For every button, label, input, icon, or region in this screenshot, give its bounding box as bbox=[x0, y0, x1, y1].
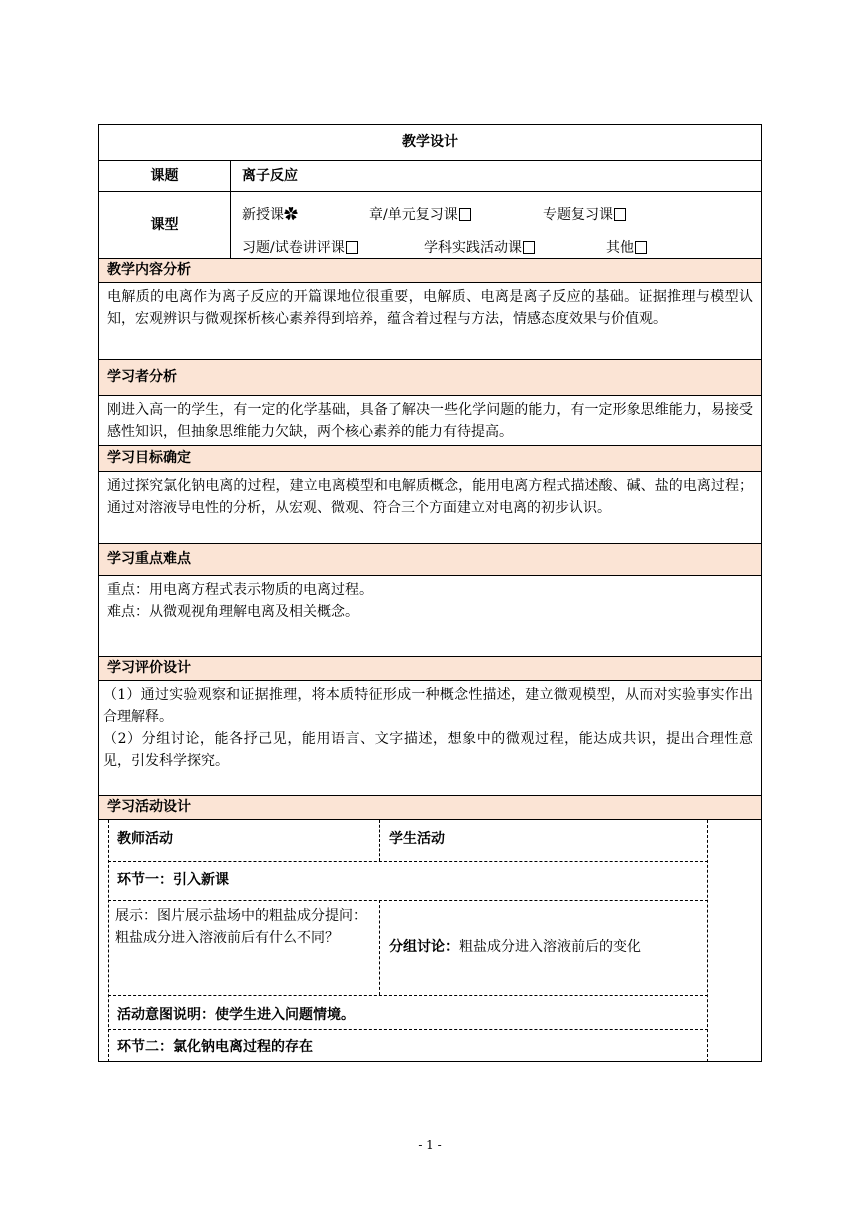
stage-two-heading: 环节二：氯化钠电离过程的存在 bbox=[117, 1039, 313, 1055]
section-heading-content-analysis: 教学内容分析 bbox=[99, 259, 761, 282]
type-label: 课型 bbox=[99, 192, 231, 258]
activity-table bbox=[108, 820, 708, 1062]
section-body-content-analysis: 电解质的电离作为离子反应的开篇课地位很重要，电解质、电离是离子反应的基础。证据推理与模型认知，宏观辨识与微观探析核心素养得到培养，蕴含着过程与方法，情感态度效果与价值观。 bbox=[107, 289, 753, 327]
table-title: 教学设计 bbox=[402, 134, 458, 150]
evaluation-item: （1）通过实验观察和证据推理，将本质特征形成一种概念性描述，建立微观模型，从而对实验事实作出合理解释。 bbox=[103, 687, 753, 725]
topic-value: 离子反应 bbox=[242, 168, 298, 184]
type-option-new[interactable]: 新授课✿ bbox=[242, 207, 298, 223]
stage-one-heading: 环节一：引入新课 bbox=[117, 872, 229, 888]
selected-mark-icon: ✿ bbox=[284, 207, 298, 223]
section-heading-objectives: 学习目标确定 bbox=[99, 446, 761, 471]
student-activity-header: 学生活动 bbox=[389, 831, 445, 847]
section-body-evaluation bbox=[99, 681, 761, 795]
section-body-objectives: 通过探究氯化钠电离的过程，建立电离模型和电解质概念，能用电离方程式描述酸、碱、盐的电离过程；通过对溶液导电性的分析，从宏观、微观、符合三个方面建立对电离的初步认识。 bbox=[107, 478, 753, 516]
page-number: - 1 - bbox=[418, 1138, 442, 1152]
section-heading-activities: 学习活动设计 bbox=[99, 796, 761, 819]
student-activity-text: 分组讨论：粗盐成分进入溶液前后的变化 bbox=[389, 939, 641, 955]
activity-intent: 活动意图说明：使学生进入问题情境。 bbox=[117, 1007, 355, 1023]
topic-label: 课题 bbox=[99, 161, 231, 191]
checkbox-icon bbox=[614, 208, 626, 221]
type-option-exercise[interactable]: 习题/试卷讲评课 bbox=[242, 237, 358, 257]
evaluation-item: （2）分组讨论，能各抒己见，能用语言、文字描述，想象中的微观过程，能达成共识，提出合理性意见，引发科学探究。 bbox=[103, 731, 753, 769]
type-row bbox=[99, 192, 761, 258]
type-option-other[interactable]: 其他 bbox=[606, 237, 647, 257]
difficulty-line: 难点：从微观视角理解电离及相关概念。 bbox=[107, 604, 359, 620]
topic-row bbox=[99, 161, 761, 191]
type-option-topic-review[interactable]: 专题复习课 bbox=[543, 204, 626, 224]
checkbox-icon bbox=[523, 241, 535, 254]
lesson-plan-table bbox=[98, 124, 762, 1062]
type-option-unit-review[interactable]: 章/单元复习课 bbox=[369, 204, 471, 224]
teacher-activity-text: 展示：图片展示盐场中的粗盐成分提问：粗盐成分进入溶液前后有什么不同？ bbox=[115, 908, 367, 946]
section-heading-key-points: 学习重点难点 bbox=[99, 544, 761, 575]
type-option-practice[interactable]: 学科实践活动课 bbox=[424, 237, 535, 257]
teacher-activity-header: 教师活动 bbox=[117, 831, 173, 847]
checkbox-icon bbox=[635, 241, 647, 254]
key-point-line: 重点：用电离方程式表示物质的电离过程。 bbox=[107, 582, 373, 598]
section-heading-evaluation: 学习评价设计 bbox=[99, 657, 761, 680]
section-heading-learner-analysis: 学习者分析 bbox=[99, 360, 761, 395]
checkbox-icon bbox=[459, 208, 471, 221]
section-body-learner-analysis: 刚进入高一的学生，有一定的化学基础，具备了解决一些化学问题的能力，有一定形象思维能力，易接受感性知识，但抽象思维能力欠缺，两个核心素养的能力有待提高。 bbox=[107, 402, 753, 440]
section-body-key-points bbox=[99, 576, 761, 656]
checkbox-icon bbox=[346, 241, 358, 254]
